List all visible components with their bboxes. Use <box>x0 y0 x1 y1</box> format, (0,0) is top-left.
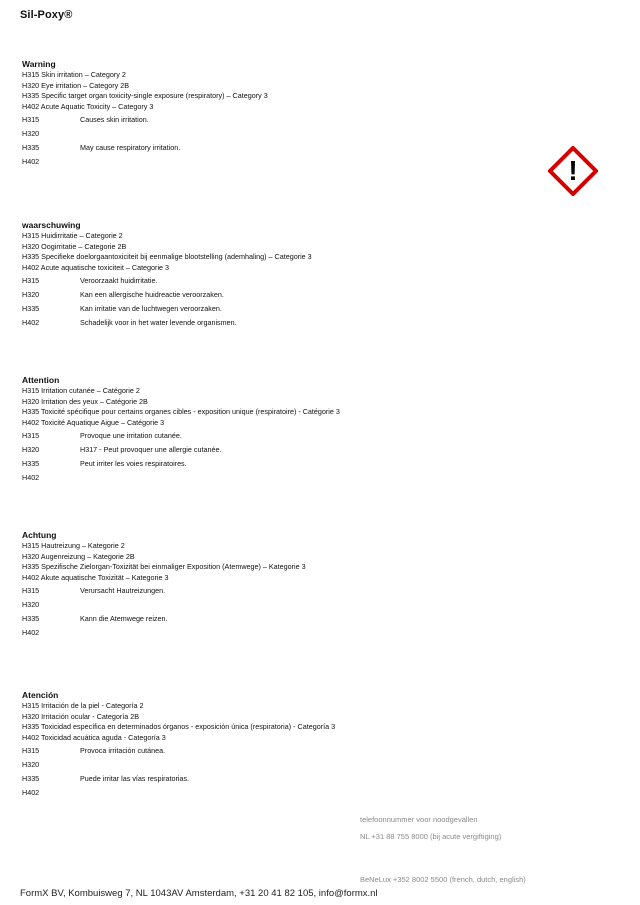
signal-word: Atención <box>22 690 59 700</box>
classification-list <box>22 701 582 743</box>
hazard-code: H315 <box>22 115 40 125</box>
signal-word: Achtung <box>22 530 57 540</box>
hazard-text: Kan een allergische huidreactie veroorzaken. <box>80 290 224 300</box>
hazard-statement-row <box>22 276 582 290</box>
hazard-code: H402 <box>22 318 40 328</box>
hazard-statement-row <box>22 614 582 628</box>
hazard-code: H320 <box>22 600 40 610</box>
classification-line: H335 Specific target organ toxicity-single exposure (respiratory) – Category 3 <box>22 91 268 101</box>
hazard-text: Schadelijk voor in het water levende organismen. <box>80 318 237 328</box>
classification-list <box>22 70 582 112</box>
classification-line: H320 Oogirritatie – Categorie 2B <box>22 241 127 251</box>
hazard-text: Peut irriter les voies respiratoires. <box>80 459 187 469</box>
hazard-statement-row <box>22 290 582 304</box>
hazard-section-english <box>22 59 582 171</box>
hazard-code: H315 <box>22 746 40 756</box>
hazard-code: H402 <box>22 157 40 167</box>
hazard-statements <box>22 431 582 487</box>
hazard-text: Veroorzaakt huidirritatie. <box>80 276 158 286</box>
hazard-code: H335 <box>22 774 40 784</box>
company-footer: FormX BV, Kombuisweg 7, NL 1043AV Amsterdam, +31 20 41 82 105, info@formx.nl <box>20 888 378 899</box>
classification-line: H315 Skin irritation – Category 2 <box>22 70 126 79</box>
hazard-statement-row <box>22 304 582 318</box>
hazard-statement-row <box>22 774 582 788</box>
hazard-code: H335 <box>22 459 40 469</box>
classification-line: H315 Irritation cutanée – Catégorie 2 <box>22 386 140 395</box>
hazard-statement-row <box>22 318 582 332</box>
hazard-statements <box>22 746 582 802</box>
hazard-code: H315 <box>22 586 40 596</box>
hazard-statement-row <box>22 788 582 802</box>
hazard-text: H317 - Peut provoquer une allergie cutanée. <box>80 445 222 455</box>
hazard-code: H335 <box>22 143 40 153</box>
ghs07-exclamation-mark-icon <box>548 146 598 196</box>
hazard-statement-row <box>22 746 582 760</box>
classification-line: H315 Irritación de la piel - Categoría 2 <box>22 701 144 710</box>
classification-line: H402 Acute aquatische toxiciteit – Categorie 3 <box>22 262 170 272</box>
classification-line: H335 Specifieke doelorgaantoxiciteit bij eenmalige blootstelling (ademhaling) – Categorie 3 <box>22 252 312 262</box>
hazard-text: Kan irritatie van de luchtwegen veroorzaken. <box>80 304 222 314</box>
hazard-section-german <box>22 530 582 642</box>
hazard-statement-row <box>22 459 582 473</box>
hazard-text: Provoque une irritation cutanée. <box>80 431 182 441</box>
hazard-statements <box>22 586 582 642</box>
hazard-code: H402 <box>22 473 40 483</box>
classification-line: H315 Huidirritatie – Categorie 2 <box>22 231 123 240</box>
hazard-statement-row <box>22 628 582 642</box>
svg-text:!: ! <box>568 155 578 186</box>
hazard-text: Causes skin irritation. <box>80 115 149 125</box>
hazard-text: Verursacht Hautreizungen. <box>80 586 166 596</box>
hazard-text: Kann die Atemwege reizen. <box>80 614 168 624</box>
hazard-text: Provoca irritación cutánea. <box>80 746 166 756</box>
classification-line: H335 Toxicité spécifique pour certains organes cibles - exposition unique (respiratoire) - Catégorie 3 <box>22 407 340 417</box>
hazard-code: H320 <box>22 290 40 300</box>
hazard-code: H315 <box>22 431 40 441</box>
hazard-statement-row <box>22 115 582 129</box>
classification-list <box>22 541 582 583</box>
classification-list <box>22 231 582 273</box>
classification-line: H402 Acute Aquatic Toxicity – Category 3 <box>22 101 154 111</box>
emergency-label: telefoonnummer voor noodgevallen <box>360 815 478 824</box>
hazard-statement-row <box>22 143 582 157</box>
classification-line: H320 Irritación ocular - Categoría 2B <box>22 711 140 721</box>
hazard-code: H402 <box>22 628 40 638</box>
hazard-code: H335 <box>22 304 40 314</box>
hazard-statements <box>22 276 582 332</box>
hazard-statement-row <box>22 760 582 774</box>
hazard-code: H315 <box>22 276 40 286</box>
document-title: Sil-Poxy® <box>20 9 73 21</box>
hazard-text: Puede irritar las vías respiratorias. <box>80 774 190 784</box>
emergency-phone-benelux: BeNeLux +352 8002 5500 (french, dutch, english) <box>360 875 526 884</box>
hazard-statement-row <box>22 600 582 614</box>
classification-line: H320 Irritation des yeux – Catégorie 2B <box>22 396 148 406</box>
hazard-code: H320 <box>22 445 40 455</box>
hazard-code: H402 <box>22 788 40 798</box>
classification-line: H315 Hautreizung – Kategorie 2 <box>22 541 125 550</box>
classification-line: H335 Toxicidad específica en determinados órganos - exposición única (respiratoria) - Categoría 3 <box>22 722 336 732</box>
hazard-section-spanish <box>22 690 582 802</box>
classification-line: H402 Akute aquatische Toxizität – Kategorie 3 <box>22 572 169 582</box>
hazard-statement-row <box>22 157 582 171</box>
emergency-phone-nl: NL +31 88 755 8000 (bij acute vergiftiging) <box>360 832 502 841</box>
hazard-statement-row <box>22 586 582 600</box>
hazard-statement-row <box>22 445 582 459</box>
signal-word: Attention <box>22 375 60 385</box>
classification-line: H402 Toxicidad acuática aguda - Categoría 3 <box>22 732 166 742</box>
hazard-text: May cause respiratory irritation. <box>80 143 181 153</box>
hazard-statement-row <box>22 473 582 487</box>
hazard-statement-row <box>22 129 582 143</box>
classification-line: H402 Toxicité Aquatique Aigue – Catégorie 3 <box>22 417 165 427</box>
signal-word: waarschuwing <box>22 220 81 230</box>
hazard-code: H320 <box>22 760 40 770</box>
classification-line: H320 Eye irritation – Category 2B <box>22 80 130 90</box>
signal-word: Warning <box>22 59 56 69</box>
hazard-statement-row <box>22 431 582 445</box>
hazard-code: H335 <box>22 614 40 624</box>
hazard-code: H320 <box>22 129 40 139</box>
hazard-section-dutch <box>22 220 582 332</box>
classification-line: H335 Spezifische Zielorgan-Toxizität bei einmaliger Exposition (Atemwege) – Kategorie 3 <box>22 562 306 572</box>
hazard-statements <box>22 115 582 171</box>
classification-line: H320 Augenreizung – Kategorie 2B <box>22 551 135 561</box>
classification-list <box>22 386 582 428</box>
hazard-section-french <box>22 375 582 487</box>
